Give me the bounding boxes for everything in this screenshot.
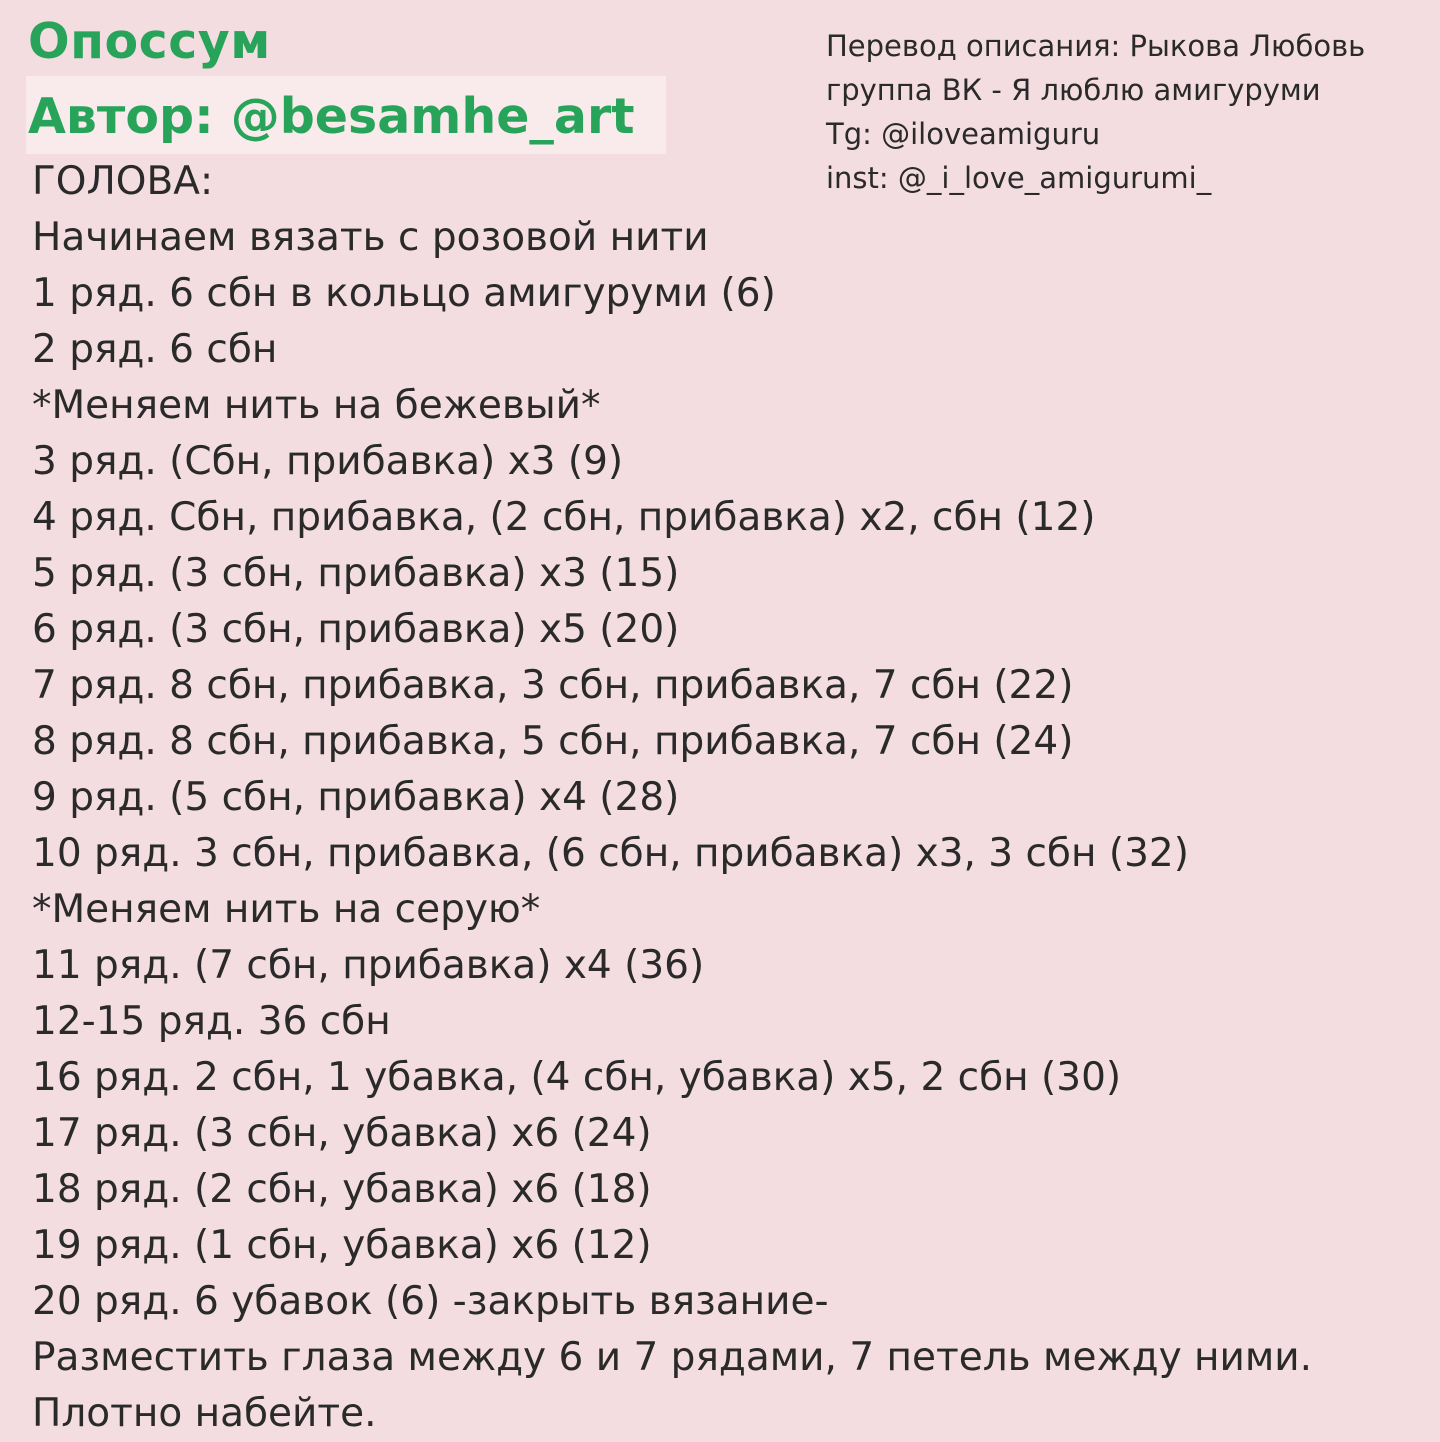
instruction-line: 19 ряд. (1 сбн, убавка) х6 (12) bbox=[32, 1223, 652, 1268]
page-title: Опоссум bbox=[28, 13, 271, 70]
instruction-line: 8 ряд. 8 сбн, прибавка, 5 сбн, прибавка, 7 сбн (24) bbox=[32, 719, 1074, 764]
instruction-line: 17 ряд. (3 сбн, убавка) х6 (24) bbox=[32, 1111, 652, 1156]
instruction-line: 5 ряд. (3 сбн, прибавка) х3 (15) bbox=[32, 551, 680, 596]
instruction-line: 10 ряд. 3 сбн, прибавка, (6 сбн, прибавка) х3, 3 сбн (32) bbox=[32, 831, 1189, 876]
instruction-line: 3 ряд. (Сбн, прибавка) х3 (9) bbox=[32, 439, 624, 484]
instruction-line: 4 ряд. Сбн, прибавка, (2 сбн, прибавка) х2, сбн (12) bbox=[32, 495, 1096, 540]
credit-instagram: inst: @_i_love_amigurumi_ bbox=[826, 161, 1212, 195]
instruction-line: 6 ряд. (3 сбн, прибавка) х5 (20) bbox=[32, 607, 680, 652]
instruction-line: *Меняем нить на серую* bbox=[32, 887, 541, 932]
instruction-line: 2 ряд. 6 сбн bbox=[32, 327, 278, 372]
instruction-line: 20 ряд. 6 убавок (6) -закрыть вязание- bbox=[32, 1279, 829, 1324]
instruction-line: 12-15 ряд. 36 сбн bbox=[32, 999, 391, 1044]
instruction-line: 11 ряд. (7 сбн, прибавка) х4 (36) bbox=[32, 943, 705, 988]
instruction-line: Начинаем вязать с розовой нити bbox=[32, 215, 709, 260]
instruction-line: 18 ряд. (2 сбн, убавка) х6 (18) bbox=[32, 1167, 652, 1212]
instruction-line: 9 ряд. (5 сбн, прибавка) х4 (28) bbox=[32, 775, 680, 820]
instruction-line: Плотно набейте. bbox=[32, 1391, 377, 1436]
instruction-line: 16 ряд. 2 сбн, 1 убавка, (4 сбн, убавка) х5, 2 сбн (30) bbox=[32, 1055, 1122, 1100]
credit-vk-group: группа ВК - Я люблю амигуруми bbox=[826, 73, 1321, 107]
author-label: Автор: @besamhe_art bbox=[26, 76, 666, 154]
credit-telegram: Tg: @iloveamiguru bbox=[826, 117, 1101, 151]
instruction-line: Разместить глаза между 6 и 7 рядами, 7 петель между ними. bbox=[32, 1335, 1313, 1380]
instruction-line: *Меняем нить на бежевый* bbox=[32, 383, 601, 428]
instruction-line: 7 ряд. 8 сбн, прибавка, 3 сбн, прибавка, 7 сбн (22) bbox=[32, 663, 1074, 708]
pattern-instructions bbox=[32, 154, 1312, 1442]
instruction-line: 1 ряд. 6 сбн в кольцо амигуруми (6) bbox=[32, 271, 776, 316]
credit-translator: Перевод описания: Рыкова Любовь bbox=[826, 29, 1366, 63]
section-heading: ГОЛОВА: bbox=[32, 159, 214, 204]
